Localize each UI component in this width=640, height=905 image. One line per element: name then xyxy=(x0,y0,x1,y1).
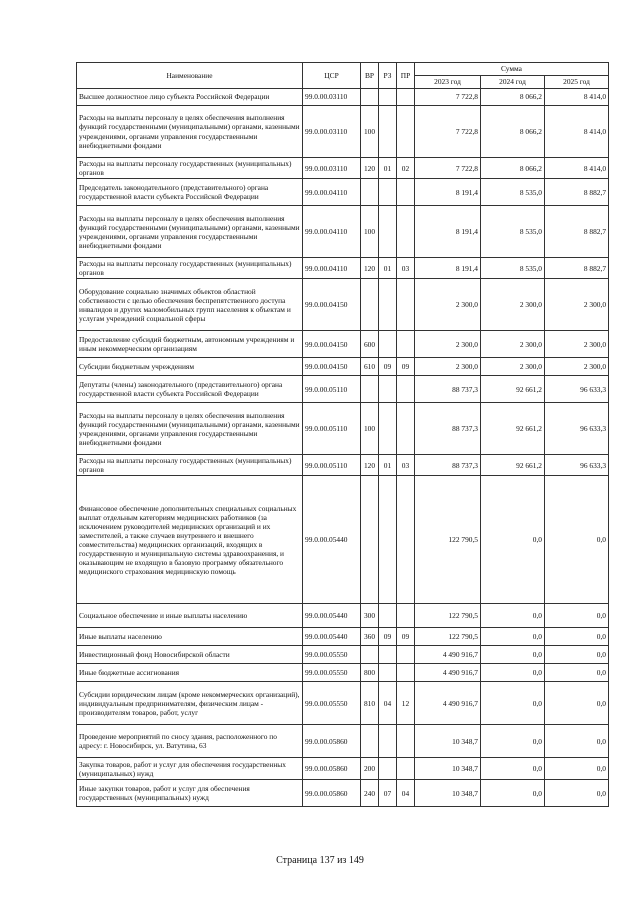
header-rz: РЗ xyxy=(379,63,397,89)
row-rz xyxy=(379,89,397,106)
row-vr: 800 xyxy=(361,664,379,682)
table-row xyxy=(77,258,609,279)
row-vr xyxy=(361,179,379,206)
table-row xyxy=(77,780,609,807)
row-vr: 100 xyxy=(361,206,379,258)
row-vr xyxy=(361,725,379,758)
row-rz: 09 xyxy=(379,358,397,376)
row-value-2024: 8 535,0 xyxy=(481,179,545,206)
header-sum: Сумма xyxy=(415,63,609,76)
row-vr: 200 xyxy=(361,758,379,780)
row-name: Расходы на выплаты персоналу государственных (муниципальных) органов xyxy=(77,158,303,179)
table-row xyxy=(77,604,609,628)
row-rz xyxy=(379,476,397,604)
row-csr: 99.0.00.05860 xyxy=(303,725,361,758)
row-value-2023: 122 790,5 xyxy=(415,628,481,646)
table-body xyxy=(77,89,609,807)
row-rz: 01 xyxy=(379,258,397,279)
row-csr: 99.0.00.05550 xyxy=(303,646,361,664)
row-value-2023: 2 300,0 xyxy=(415,358,481,376)
row-rz: 09 xyxy=(379,628,397,646)
header-csr: ЦСР xyxy=(303,63,361,89)
row-value-2024: 0,0 xyxy=(481,725,545,758)
row-rz xyxy=(379,179,397,206)
row-value-2024: 0,0 xyxy=(481,646,545,664)
table-row xyxy=(77,646,609,664)
row-rz xyxy=(379,331,397,358)
row-value-2024: 2 300,0 xyxy=(481,358,545,376)
row-value-2025: 0,0 xyxy=(545,604,609,628)
row-csr: 99.0.00.05860 xyxy=(303,758,361,780)
row-pr xyxy=(397,206,415,258)
row-rz xyxy=(379,604,397,628)
row-vr: 610 xyxy=(361,358,379,376)
row-value-2025: 0,0 xyxy=(545,664,609,682)
row-value-2024: 0,0 xyxy=(481,628,545,646)
row-vr: 120 xyxy=(361,158,379,179)
row-vr xyxy=(361,89,379,106)
row-rz xyxy=(379,106,397,158)
row-value-2025: 2 300,0 xyxy=(545,331,609,358)
header-year-2023: 2023 год xyxy=(415,76,481,89)
row-vr: 300 xyxy=(361,604,379,628)
table-row xyxy=(77,455,609,476)
row-pr xyxy=(397,179,415,206)
row-csr: 99.0.00.04110 xyxy=(303,258,361,279)
row-csr: 99.0.00.05110 xyxy=(303,455,361,476)
row-pr xyxy=(397,89,415,106)
row-vr: 240 xyxy=(361,780,379,807)
row-pr xyxy=(397,664,415,682)
row-value-2024: 92 661,2 xyxy=(481,455,545,476)
row-pr xyxy=(397,106,415,158)
row-vr: 120 xyxy=(361,455,379,476)
row-rz: 01 xyxy=(379,455,397,476)
row-value-2024: 92 661,2 xyxy=(481,376,545,403)
row-csr: 99.0.00.05110 xyxy=(303,403,361,455)
row-pr: 04 xyxy=(397,780,415,807)
row-name: Расходы на выплаты персоналу государственных (муниципальных) органов xyxy=(77,258,303,279)
row-vr: 810 xyxy=(361,682,379,725)
row-value-2025: 2 300,0 xyxy=(545,279,609,331)
page-number: Страница 137 из 149 xyxy=(276,855,364,866)
row-csr: 99.0.00.05110 xyxy=(303,376,361,403)
row-pr: 12 xyxy=(397,682,415,725)
row-name: Проведение мероприятий по сносу здания, расположенного по адресу: г. Новосибирск, ул. Ватутина, 63 xyxy=(77,725,303,758)
row-value-2023: 8 191,4 xyxy=(415,258,481,279)
row-value-2025: 96 633,3 xyxy=(545,455,609,476)
row-name: Расходы на выплаты персоналу государственных (муниципальных) органов xyxy=(77,455,303,476)
row-value-2024: 0,0 xyxy=(481,664,545,682)
row-name: Иные выплаты населению xyxy=(77,628,303,646)
row-value-2025: 8 882,7 xyxy=(545,258,609,279)
row-csr: 99.0.00.03110 xyxy=(303,89,361,106)
row-value-2023: 7 722,8 xyxy=(415,89,481,106)
row-pr xyxy=(397,279,415,331)
row-value-2023: 4 490 916,7 xyxy=(415,682,481,725)
row-name: Оборудование социально значимых объектов областной собственности с целью обеспечения беспрепятственного доступа инвалидов и других маломобильных групп населения к объектам и услугам учреждений социальной сферы xyxy=(77,279,303,331)
row-value-2024: 92 661,2 xyxy=(481,403,545,455)
row-csr: 99.0.00.04110 xyxy=(303,206,361,258)
row-name: Социальное обеспечение и иные выплаты населению xyxy=(77,604,303,628)
table-row xyxy=(77,403,609,455)
row-value-2023: 4 490 916,7 xyxy=(415,646,481,664)
row-value-2023: 4 490 916,7 xyxy=(415,664,481,682)
header-year-2024: 2024 год xyxy=(481,76,545,89)
row-value-2023: 10 348,7 xyxy=(415,758,481,780)
row-csr: 99.0.00.05860 xyxy=(303,780,361,807)
row-value-2024: 8 066,2 xyxy=(481,89,545,106)
row-value-2023: 10 348,7 xyxy=(415,725,481,758)
row-name: Расходы на выплаты персоналу в целях обеспечения выполнения функций государственными (муниципальными) органами, казенными учреждениями, органами управления государственными внебюджетными фондами xyxy=(77,206,303,258)
row-vr xyxy=(361,476,379,604)
row-pr xyxy=(397,376,415,403)
row-name: Иные бюджетные ассигнования xyxy=(77,664,303,682)
row-rz xyxy=(379,206,397,258)
row-value-2025: 0,0 xyxy=(545,725,609,758)
row-value-2025: 0,0 xyxy=(545,682,609,725)
header-pr: ПР xyxy=(397,63,415,89)
row-value-2024: 0,0 xyxy=(481,476,545,604)
row-vr: 100 xyxy=(361,106,379,158)
row-value-2024: 2 300,0 xyxy=(481,331,545,358)
row-vr: 600 xyxy=(361,331,379,358)
header-name: Наименование xyxy=(77,63,303,89)
row-csr: 99.0.00.04110 xyxy=(303,179,361,206)
row-value-2024: 8 535,0 xyxy=(481,206,545,258)
row-name: Депутаты (члены) законодательного (представительного) органа государственной власти субъекта Российской Федерации xyxy=(77,376,303,403)
row-name: Расходы на выплаты персоналу в целях обеспечения выполнения функций государственными (муниципальными) органами, казенными учреждениями, органами управления государственными внебюджетными фондами xyxy=(77,403,303,455)
row-rz xyxy=(379,664,397,682)
table-row xyxy=(77,628,609,646)
row-pr: 03 xyxy=(397,258,415,279)
row-vr: 120 xyxy=(361,258,379,279)
row-value-2024: 8 066,2 xyxy=(481,158,545,179)
row-pr xyxy=(397,403,415,455)
row-name: Иные закупки товаров, работ и услуг для обеспечения государственных (муниципальных) нужд xyxy=(77,780,303,807)
row-value-2025: 2 300,0 xyxy=(545,358,609,376)
row-value-2024: 8 535,0 xyxy=(481,258,545,279)
header-year-2025: 2025 год xyxy=(545,76,609,89)
row-vr xyxy=(361,646,379,664)
header-vr: ВР xyxy=(361,63,379,89)
table-row xyxy=(77,358,609,376)
table-row xyxy=(77,179,609,206)
row-value-2025: 0,0 xyxy=(545,628,609,646)
table-row xyxy=(77,331,609,358)
table-row xyxy=(77,725,609,758)
row-name: Закупка товаров, работ и услуг для обеспечения государственных (муниципальных) нужд xyxy=(77,758,303,780)
row-value-2024: 0,0 xyxy=(481,758,545,780)
row-pr xyxy=(397,758,415,780)
row-value-2025: 8 882,7 xyxy=(545,179,609,206)
table-row xyxy=(77,682,609,725)
row-name: Председатель законодательного (представительного) органа государственной власти субъекта Российской Федерации xyxy=(77,179,303,206)
row-pr xyxy=(397,331,415,358)
row-value-2023: 7 722,8 xyxy=(415,106,481,158)
table-row xyxy=(77,89,609,106)
row-csr: 99.0.00.05550 xyxy=(303,664,361,682)
row-vr xyxy=(361,279,379,331)
row-value-2023: 2 300,0 xyxy=(415,279,481,331)
row-pr: 09 xyxy=(397,628,415,646)
row-pr xyxy=(397,725,415,758)
row-rz: 04 xyxy=(379,682,397,725)
row-value-2024: 0,0 xyxy=(481,682,545,725)
row-value-2023: 10 348,7 xyxy=(415,780,481,807)
row-csr: 99.0.00.04150 xyxy=(303,358,361,376)
row-value-2023: 88 737,3 xyxy=(415,455,481,476)
row-value-2024: 0,0 xyxy=(481,780,545,807)
table-row xyxy=(77,206,609,258)
row-value-2025: 96 633,3 xyxy=(545,376,609,403)
row-rz xyxy=(379,403,397,455)
row-csr: 99.0.00.03110 xyxy=(303,106,361,158)
row-pr xyxy=(397,476,415,604)
row-vr: 360 xyxy=(361,628,379,646)
row-name: Расходы на выплаты персоналу в целях обеспечения выполнения функций государственными (муниципальными) органами, казенными учреждениями, органами управления государственными внебюджетными фондами xyxy=(77,106,303,158)
row-value-2023: 7 722,8 xyxy=(415,158,481,179)
row-value-2025: 0,0 xyxy=(545,476,609,604)
table-row xyxy=(77,376,609,403)
row-value-2025: 8 882,7 xyxy=(545,206,609,258)
row-value-2024: 0,0 xyxy=(481,604,545,628)
row-csr: 99.0.00.05440 xyxy=(303,628,361,646)
row-csr: 99.0.00.05440 xyxy=(303,604,361,628)
row-rz xyxy=(379,646,397,664)
row-value-2024: 8 066,2 xyxy=(481,106,545,158)
row-rz xyxy=(379,725,397,758)
row-name: Инвестиционный фонд Новосибирской области xyxy=(77,646,303,664)
row-value-2024: 2 300,0 xyxy=(481,279,545,331)
row-value-2023: 122 790,5 xyxy=(415,604,481,628)
row-value-2023: 8 191,4 xyxy=(415,206,481,258)
row-value-2023: 88 737,3 xyxy=(415,403,481,455)
row-value-2025: 8 414,0 xyxy=(545,89,609,106)
row-value-2025: 0,0 xyxy=(545,780,609,807)
row-name: Финансовое обеспечение дополнительных специальных социальных выплат отдельным категориям медицинских работников (за исключением руководителей медицинских организаций и их заместителей, а также случаев внутреннего и внешнего совместительства) медицинских организаций, входящих в государственную и муниципальную системы здравоохранения, и оказывающим не входящую в базовую программу обязательного медицинского страхования медицинскую помощь xyxy=(77,476,303,604)
budget-table xyxy=(76,62,609,807)
table-row xyxy=(77,664,609,682)
row-name: Субсидии бюджетным учреждениям xyxy=(77,358,303,376)
row-csr: 99.0.00.05550 xyxy=(303,682,361,725)
row-csr: 99.0.00.05440 xyxy=(303,476,361,604)
row-csr: 99.0.00.04150 xyxy=(303,279,361,331)
row-pr: 02 xyxy=(397,158,415,179)
row-value-2023: 88 737,3 xyxy=(415,376,481,403)
row-name: Высшее должностное лицо субъекта Российской Федерации xyxy=(77,89,303,106)
table-row xyxy=(77,758,609,780)
row-pr: 09 xyxy=(397,358,415,376)
row-csr: 99.0.00.03110 xyxy=(303,158,361,179)
row-name: Предоставление субсидий бюджетным, автономным учреждениям и иным некоммерческим организациям xyxy=(77,331,303,358)
row-pr: 03 xyxy=(397,455,415,476)
row-value-2025: 8 414,0 xyxy=(545,106,609,158)
row-rz: 01 xyxy=(379,158,397,179)
row-value-2023: 8 191,4 xyxy=(415,179,481,206)
row-vr xyxy=(361,376,379,403)
row-rz xyxy=(379,279,397,331)
row-csr: 99.0.00.04150 xyxy=(303,331,361,358)
row-rz xyxy=(379,758,397,780)
row-vr: 100 xyxy=(361,403,379,455)
row-value-2025: 0,0 xyxy=(545,646,609,664)
table-row xyxy=(77,158,609,179)
row-rz xyxy=(379,376,397,403)
row-value-2023: 122 790,5 xyxy=(415,476,481,604)
row-value-2023: 2 300,0 xyxy=(415,331,481,358)
row-rz: 07 xyxy=(379,780,397,807)
row-pr xyxy=(397,646,415,664)
table-row xyxy=(77,476,609,604)
row-pr xyxy=(397,604,415,628)
table-row xyxy=(77,106,609,158)
table-header xyxy=(77,63,609,89)
row-value-2025: 96 633,3 xyxy=(545,403,609,455)
row-value-2025: 0,0 xyxy=(545,758,609,780)
table-row xyxy=(77,279,609,331)
row-name: Субсидии юридическим лицам (кроме некоммерческих организаций), индивидуальным предпринимателям, физическим лицам - производителям товаров, работ, услуг xyxy=(77,682,303,725)
row-value-2025: 8 414,0 xyxy=(545,158,609,179)
